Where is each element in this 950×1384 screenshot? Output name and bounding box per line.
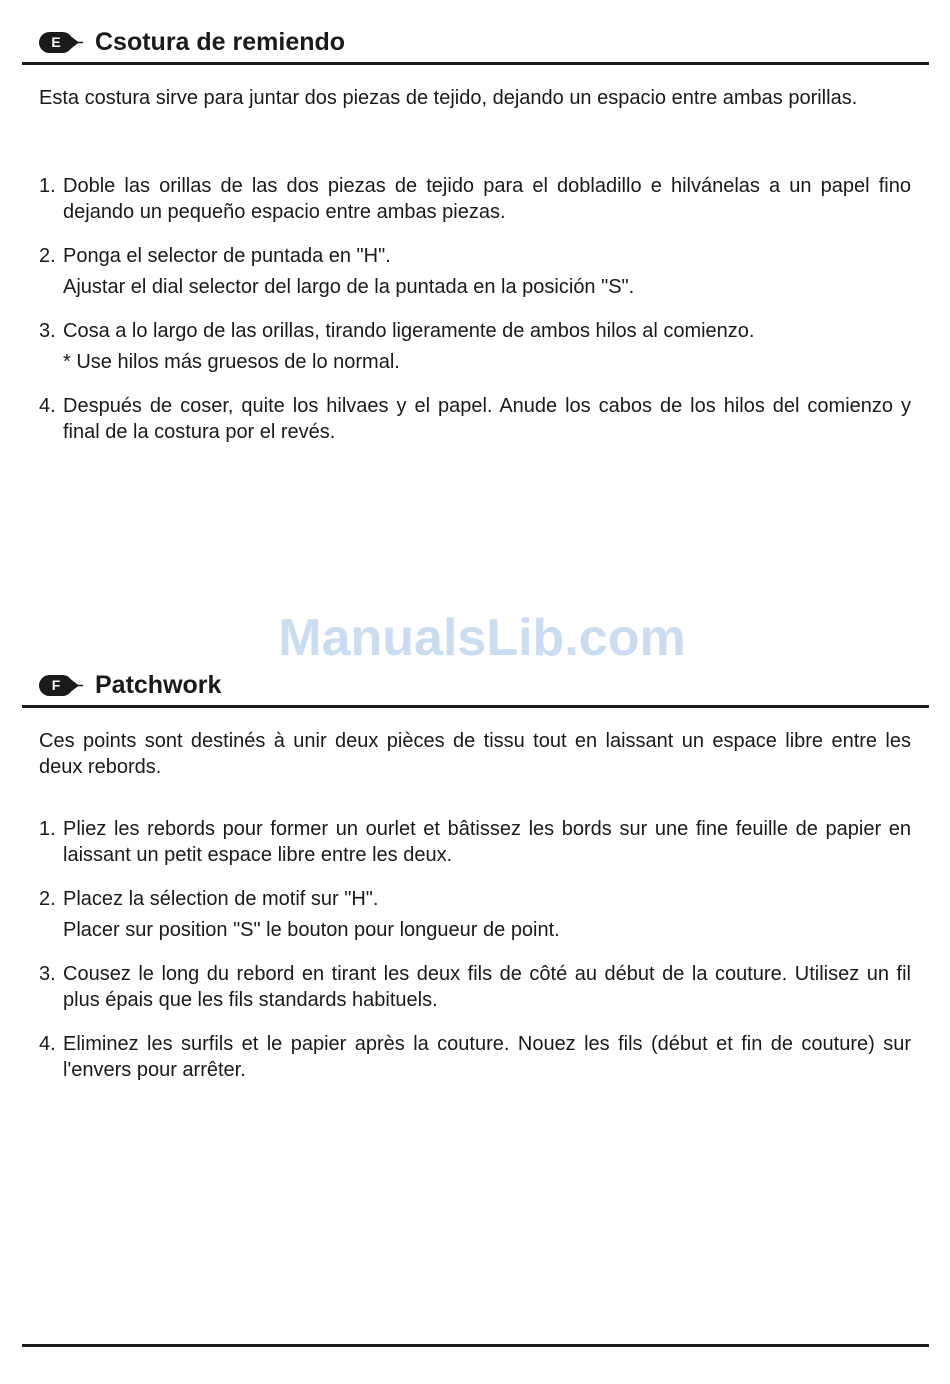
- watermark: ManualsLib.com: [278, 609, 686, 667]
- step-item: [39, 173, 911, 225]
- step-text: Pliez les rebords pour former un ourlet et bâtissez les bords sur une fine feuille de papier en laissant un petit espace libre entre les deux.: [63, 818, 911, 866]
- step-text: Placez la sélection de motif sur "H".: [63, 888, 379, 910]
- step-subtext: Placer sur position "S" le bouton pour longueur de point.: [63, 919, 560, 941]
- bottom-divider: [22, 1344, 929, 1347]
- language-badge-f: [39, 675, 83, 696]
- step-number: 4.: [39, 1033, 56, 1055]
- step-note: * Use hilos más gruesos de lo normal.: [63, 351, 400, 373]
- intro-paragraph: Esta costura sirve para juntar dos piezas de tejido, dejando un espacio entre ambas porillas.: [39, 87, 858, 109]
- intro-paragraph: Ces points sont destinés à unir deux pièces de tissu tout en laissant un espace libre entre les deux rebords.: [39, 730, 911, 778]
- steps-list: [39, 173, 911, 463]
- step-number: 3.: [39, 320, 56, 342]
- step-text: Ponga el selector de puntada en "H".: [63, 245, 391, 267]
- step-number: 3.: [39, 963, 56, 985]
- step-item: [39, 961, 911, 1013]
- step-item: [39, 318, 911, 375]
- language-badge-e: [39, 32, 83, 53]
- step-item: [39, 243, 911, 300]
- step-text: Eliminez les surfils et le papier après la couture. Nouez les fils (début et fin de couture) sur l'envers pour arrêter.: [63, 1033, 911, 1081]
- badge-letter: F: [51, 677, 61, 693]
- section-title: Csotura de remiendo: [95, 28, 346, 56]
- section-title: Patchwork: [95, 671, 222, 699]
- step-item: [39, 886, 911, 943]
- step-number: 1.: [39, 818, 56, 840]
- step-number: 4.: [39, 395, 56, 417]
- step-item: [39, 393, 911, 445]
- step-number: 1.: [39, 175, 56, 197]
- step-text: Cosa a lo largo de las orillas, tirando ligeramente de ambos hilos al comienzo.: [63, 320, 755, 342]
- step-subtext: Ajustar el dial selector del largo de la puntada en la posición "S".: [63, 276, 635, 298]
- section-heading: [22, 24, 929, 65]
- step-number: 2.: [39, 245, 56, 267]
- badge-letter: E: [51, 34, 61, 50]
- step-number: 2.: [39, 888, 56, 910]
- steps-list: [39, 816, 911, 1101]
- step-text: Cousez le long du rebord en tirant les deux fils de côté au début de la couture. Utilisez un fil plus épais que les fils standards habituels.: [63, 963, 911, 1011]
- section-heading: [22, 667, 929, 708]
- step-text: Doble las orillas de las dos piezas de tejido para el dobladillo e hilvánelas a un papel fino dejando un pequeño espacio entre ambas piezas.: [63, 175, 911, 223]
- step-text: Después de coser, quite los hilvaes y el papel. Anude los cabos de los hilos del comienzo y final de la costura por el revés.: [63, 395, 911, 443]
- step-item: [39, 1031, 911, 1083]
- step-item: [39, 816, 911, 868]
